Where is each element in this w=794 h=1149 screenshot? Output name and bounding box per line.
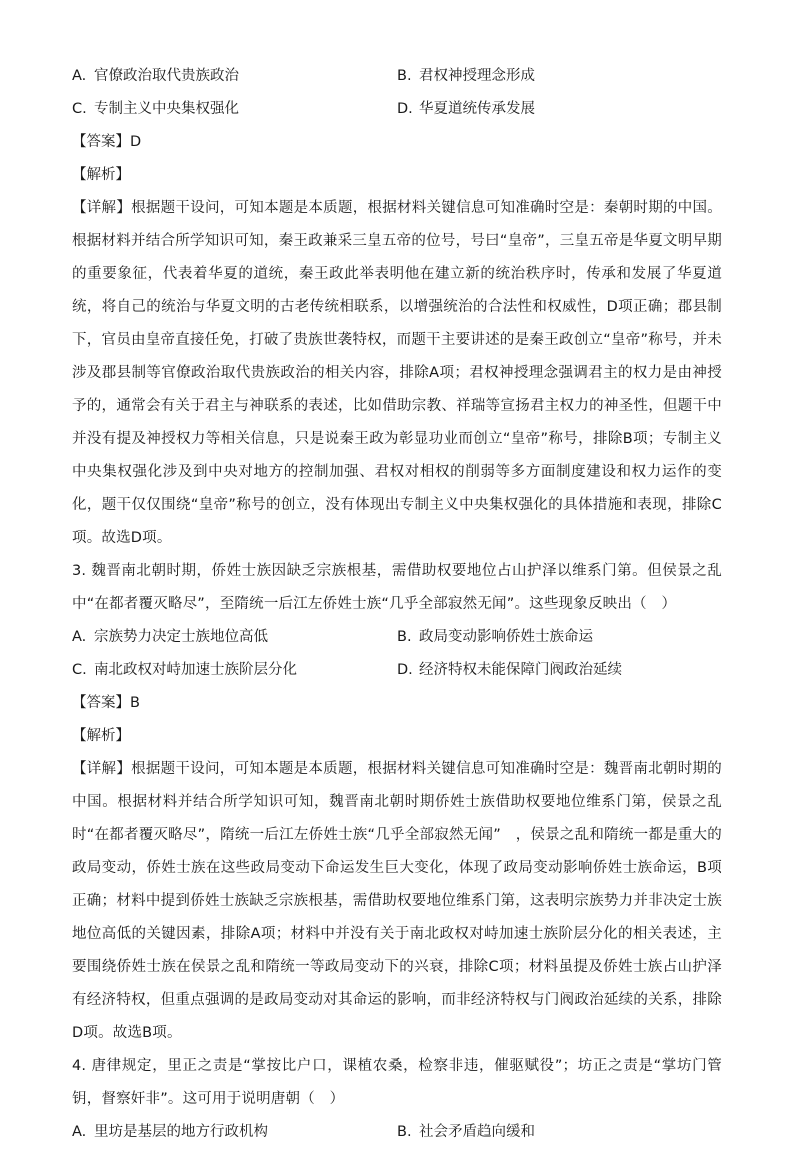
q3-stem: 3. 魏晋南北朝时期，侨姓士族因缺乏宗族根基，需借助权要地位占山护泽以维系门第。但侯景之乱中“在都者覆灭略尽”，至隋统一后江左侨姓士族“几乎全部寂然无闻”。这些现象反映出（ ）	[72, 563, 722, 612]
q3-option-c	[72, 654, 397, 687]
option-letter: B.	[397, 1124, 412, 1140]
option-letter: D.	[397, 662, 413, 678]
option-text: 君权神授理念形成	[419, 68, 535, 84]
option-text: 南北政权对峙加速士族阶层分化	[94, 662, 297, 678]
q2-option-d	[397, 93, 722, 126]
q2-option-b	[397, 60, 722, 93]
q3-option-d	[397, 654, 722, 687]
answer-label: 【答案】	[72, 134, 130, 150]
answer-label: 【答案】	[72, 695, 130, 711]
q4-stem: 4. 唐律规定，里正之责是“掌按比户口，课植农桑，检察非违，催驱赋役”；坊正之责是“掌坊门管钥，督察奸非”。这可用于说明唐朝（ ）	[72, 1058, 722, 1107]
q2-options-row-1	[72, 60, 722, 93]
option-text: 专制主义中央集权强化	[94, 101, 239, 117]
option-text: 经济特权未能保障门阀政治延续	[419, 662, 622, 678]
q2-detail: 【详解】根据题干设问，可知本题是本质题，根据材料关键信息可知准确时空是：秦朝时期的中国。根据材料并结合所学知识可知，秦王政兼采三皇五帝的位号，号曰“皇帝”，三皇五帝是华夏文明早期的重要象征，代表着华夏的道统，秦王政此举表明他在建立新的统治秩序时，传承和发展了华夏道统，将自己的统治与华夏文明的古老传统相联系，以增强统治的合法性和权威性，D项正确；郡县制下，官员由皇帝直接任免，打破了贵族世袭特权，而题干主要讲述的是秦王政创立“皇帝”称号，并未涉及郡县制等官僚政治取代贵族政治的相关内容，排除A项；君权神授理念强调君主的权力是由神授予的，通常会有关于君主与神联系的表述，比如借助宗教、祥瑞等宣扬君主权力的神圣性，但题干中并没有提及神授权力等相关信息，只是说秦王政为彰显功业而创立“皇帝”称号，排除B项；专制主义中央集权强化涉及到中央对地方的控制加强、君权对相权的削弱等多方面制度建设和权力运作的变化，题干仅仅围绕“皇帝”称号的创立，没有体现出专制主义中央集权强化的具体措施和表现，排除C项。故选D项。	[72, 200, 722, 546]
option-letter: C.	[72, 662, 87, 678]
option-letter: D.	[397, 101, 413, 117]
document-page	[72, 60, 722, 1149]
q3-analysis-label: 【解析】	[72, 728, 130, 744]
q2-options-row-2	[72, 93, 722, 126]
q2-option-c	[72, 93, 397, 126]
q4-option-b	[397, 1116, 722, 1149]
answer-value: D	[130, 134, 142, 150]
option-text: 官僚政治取代贵族政治	[94, 68, 239, 84]
q3-answer	[72, 687, 722, 720]
q4-options-row-1	[72, 1116, 722, 1149]
q2-analysis-label: 【解析】	[72, 167, 130, 183]
option-text: 华夏道统传承发展	[419, 101, 535, 117]
q3-options-row-1	[72, 621, 722, 654]
option-text: 社会矛盾趋向缓和	[419, 1124, 535, 1140]
option-text: 宗族势力决定士族地位高低	[94, 629, 268, 645]
q2-answer	[72, 126, 722, 159]
option-letter: A.	[72, 629, 87, 645]
answer-value: B	[130, 695, 140, 711]
q3-detail: 【详解】根据题干设问，可知本题是本质题，根据材料关键信息可知准确时空是：魏晋南北朝时期的中国。根据材料并结合所学知识可知，魏晋南北朝时期侨姓士族借助权要地位维系门第，侯景之乱时“在都者覆灭略尽”，隋统一后江左侨姓士族“几乎全部寂然无闻” ，侯景之乱和隋统一都是重大的政局变动，侨姓士族在这些政局变动下命运发生巨大变化，体现了政局变动影响侨姓士族命运，B项正确；材料中提到侨姓士族缺乏宗族根基，需借助权要地位维系门第，这表明宗族势力并非决定士族地位高低的关键因素，排除A项；材料中并没有关于南北政权对峙加速士族阶层分化的相关表述，主要围绕侨姓士族在侯景之乱和隋统一等政局变动下的兴衰，排除C项；材料虽提及侨姓士族占山护泽有经济特权，但重点强调的是政局变动对其命运的影响，而非经济特权与门阀政治延续的关系，排除D项。故选B项。	[72, 761, 722, 1041]
q2-option-a	[72, 60, 397, 93]
q3-option-a	[72, 621, 397, 654]
option-letter: C.	[72, 101, 87, 117]
q3-option-b	[397, 621, 722, 654]
q4-option-a	[72, 1116, 397, 1149]
option-text: 里坊是基层的地方行政机构	[94, 1124, 268, 1140]
option-letter: A.	[72, 1124, 87, 1140]
option-letter: B.	[397, 629, 412, 645]
option-letter: B.	[397, 68, 412, 84]
option-text: 政局变动影响侨姓士族命运	[419, 629, 593, 645]
q3-options-row-2	[72, 654, 722, 687]
option-letter: A.	[72, 68, 87, 84]
